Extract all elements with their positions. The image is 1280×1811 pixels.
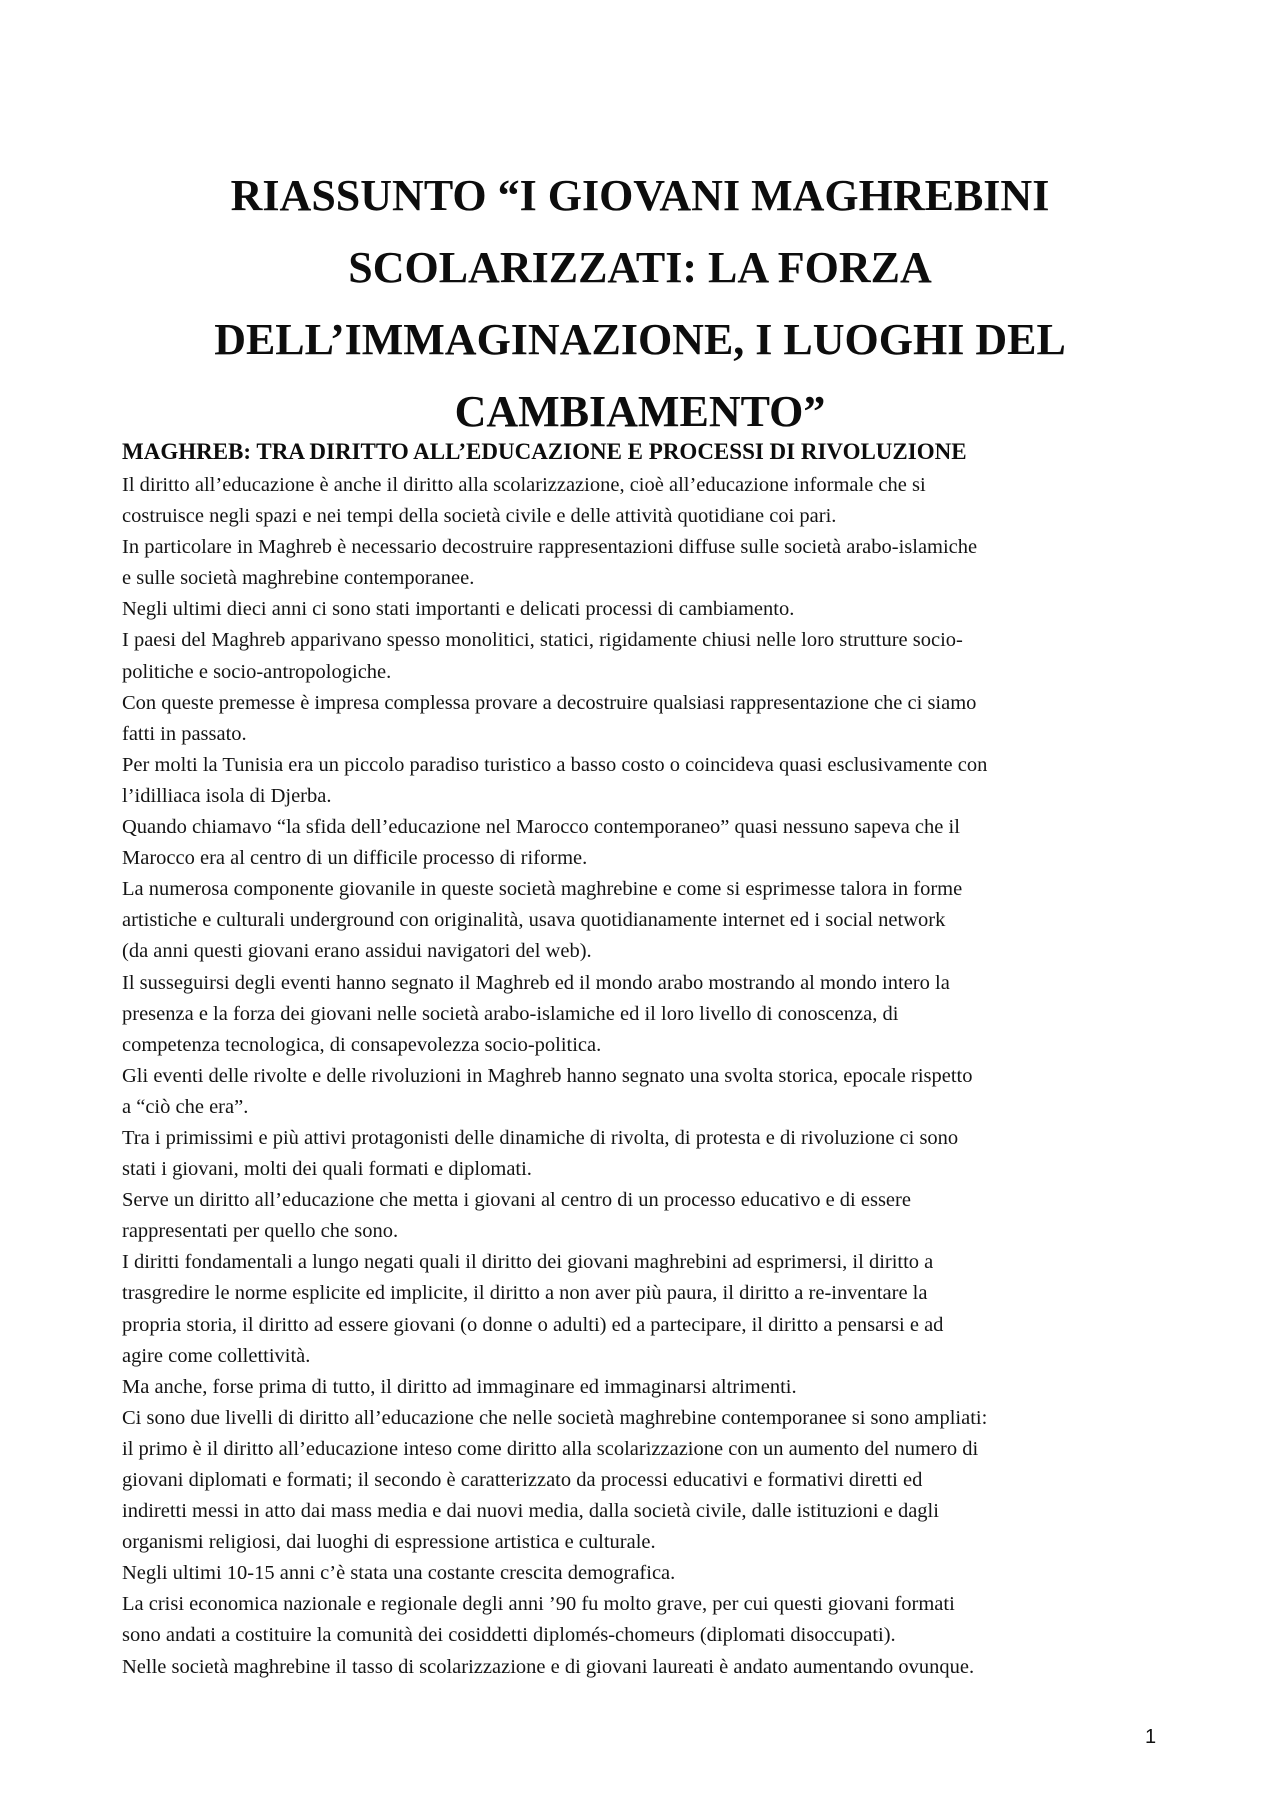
body-line: agire come collettività. [122,1344,311,1367]
body-line: Ma anche, forse prima di tutto, il diritto ad immaginare ed immaginarsi altrimenti. [122,1375,797,1398]
body-line: Il diritto all’educazione è anche il diritto alla scolarizzazione, cioè all’educazione informale che si [122,474,926,496]
body-line: Nelle società maghrebine il tasso di scolarizzazione e di giovani laureati è andato aumentando ovunque. [122,1655,975,1678]
body-line: propria storia, il diritto ad essere giovani (o donne o adulti) ed a partecipare, il diritto a pensarsi e ad [122,1313,944,1336]
body-line: I diritti fondamentali a lungo negati quali il diritto dei giovani maghrebini ad esprimersi, il diritto a [122,1251,934,1274]
body-line: e sulle società maghrebine contemporanee. [122,567,475,590]
body-line: artistiche e culturali underground con originalità, usava quotidianamente internet ed i social network [122,909,946,932]
body-line: costruisce negli spazi e nei tempi della società civile e delle attività quotidiane coi pari. [122,505,837,528]
body-line: (da anni questi giovani erano assidui navigatori del web). [122,940,592,963]
body-line: Gli eventi delle rivolte e delle rivoluzioni in Maghreb hanno segnato una svolta storica, epocale rispetto [122,1064,973,1087]
body-line: Con queste premesse è impresa complessa provare a decostruire qualsiasi rappresentazione che ci siamo [122,691,977,714]
page-number: 1 [1145,1726,1157,1748]
body-line: presenza e la forza dei giovani nelle società arabo-islamiche ed il loro livello di conoscenza, di [122,1002,899,1025]
body-line: Ci sono due livelli di diritto all’educazione che nelle società maghrebine contemporanee si sono ampliati: [122,1406,988,1429]
body-line: Serve un diritto all’educazione che metta i giovani al centro di un processo educativo e di essere [122,1189,911,1212]
body-line: Quando chiamavo “la sfida dell’educazione nel Marocco contemporaneo” quasi nessuno sapeva che il [122,816,960,839]
section-heading: MAGHREB: TRA DIRITTO ALL’EDUCAZIONE E PROCESSI DI RIVOLUZIONE [122,439,967,464]
body-line: organismi religiosi, dai luoghi di espressione artistica e culturale. [122,1531,656,1554]
body-line: fatti in passato. [122,722,247,745]
body-line: indiretti messi in atto dai mass media e dai nuovi media, dalla società civile, dalle istituzioni e dagli [122,1500,939,1523]
body-line: politiche e socio-antropologiche. [122,660,392,683]
body-line: giovani diplomati e formati; il secondo è caratterizzato da processi educativi e formativi diretti ed [122,1469,923,1491]
body-line: competenza tecnologica, di consapevolezza socio-politica. [122,1033,602,1056]
body-text [122,470,1162,1683]
body-line: trasgredire le norme esplicite ed implicite, il diritto a non aver più paura, il diritto a re-inventare la [122,1282,928,1305]
body-line: Per molti la Tunisia era un piccolo paradiso turistico a basso costo o coincideva quasi esclusivamente con [122,753,988,776]
body-line: I paesi del Maghreb apparivano spesso monolitici, statici, rigidamente chiusi nelle loro strutture socio- [122,629,963,652]
body-line: sono andati a costituire la comunità dei cosiddetti diplomés-chomeurs (diplomati disoccupati). [122,1624,896,1647]
body-line: l’idilliaca isola di Djerba. [122,784,332,807]
body-line: La crisi economica nazionale e regionale degli anni ’90 fu molto grave, per cui questi giovani formati [122,1593,955,1616]
body-line: La numerosa componente giovanile in queste società maghrebine e come si esprimesse talora in forme [122,878,963,901]
body-line: Marocco era al centro di un difficile processo di riforme. [122,847,588,870]
body-line: a “ciò che era”. [122,1095,249,1118]
body-line: rappresentati per quello che sono. [122,1220,399,1243]
body-line: Il susseguirsi degli eventi hanno segnato il Maghreb ed il mondo arabo mostrando al mondo intero la [122,971,950,994]
body-line: Tra i primissimi e più attivi protagonisti delle dinamiche di rivolta, di protesta e di rivoluzione ci sono [122,1126,959,1149]
body-line: Negli ultimi 10-15 anni c’è stata una costante crescita demografica. [122,1562,676,1585]
document-title: RIASSUNTO “I GIOVANI MAGHREBINI SCOLARIZZATI: LA FORZA DELL’IMMAGINAZIONE, I LUOGHI DEL CAMBIAMENTO” [214,171,1066,436]
body-line: il primo è il diritto all’educazione inteso come diritto alla scolarizzazione con un aumento del numero di [122,1437,979,1460]
body-line: Negli ultimi dieci anni ci sono stati importanti e delicati processi di cambiamento. [122,598,795,621]
body-line: In particolare in Maghreb è necessario decostruire rappresentazioni diffuse sulle società arabo-islamiche [122,536,978,559]
body-line: stati i giovani, molti dei quali formati e diplomati. [122,1158,532,1181]
